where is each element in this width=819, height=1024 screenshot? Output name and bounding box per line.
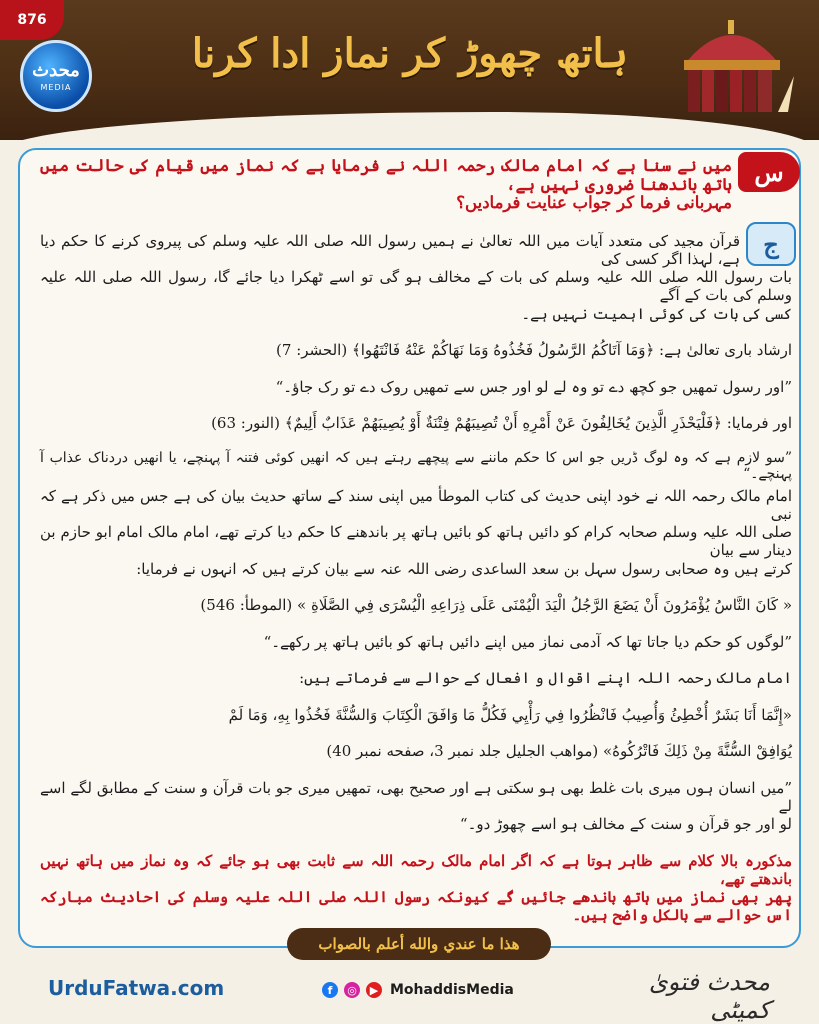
answer-line: بات رسول اللہ صلی اللہ علیہ وسلم کی بات کے مخالف ہو گی تو اسے ٹھکرا دیا جائے گا، رسول اللہ صلی اللہ علیہ وسلم کی بات کے آگے: [40, 268, 792, 304]
fatwa-number-badge: 876: [0, 0, 64, 40]
answer-line: کسی کی بات کی کوئی اہمیت نہیں ہے۔: [521, 305, 792, 323]
logo-text: محدث: [32, 60, 80, 81]
mohaddis-media-logo: [20, 40, 92, 112]
arabic-quote: يُوَافِقْ السُّنَّةَ مِنْ ذَلِكَ فَاتْرُكُوهُ» (مواهب الجليل جلد نمبر 3، صفحه نمبر 40): [326, 742, 792, 760]
translation-line: ”اور رسول تمھیں جو کچھ دے تو وہ لے لو اور جس سے تمھیں روک دے تو رک جاؤ۔“: [275, 378, 792, 396]
translation-line: ”سو لازم ہے کہ وہ لوگ ڈریں جو اس کا حکم ماننے سے پیچھے رہتے ہیں کہ انھیں کوئی فتنہ آ پہنچے، یا انھیں دردناک عذاب آ پہنچے۔“: [40, 450, 792, 482]
translation-line: ”میں انسان ہوں میری بات غلط بھی ہو سکتی ہے اور صحیح بھی، تمھیں میری جو بات قرآن و سنت کے مطابق لگے اسے لے: [40, 779, 792, 815]
answer-line: امام مالک رحمہ اللہ نے خود اپنی حدیث کی کتاب الموطأ میں اپنی سند کے ساتھ حدیث بیان کی ہے جس میں ذکر ہے کہ نبی: [40, 487, 792, 523]
conclusion-line: پھر بھی نماز میں ہاتھ باندھے جائیں گے کیونکہ رسول اللہ صلی اللہ علیہ وسلم کی احادیث مبارکہ اس حوالے سے بالکل واضح ہیں۔: [40, 888, 792, 924]
closing-phrase-badge: هذا ما عندي والله أعلم بالصواب: [287, 928, 551, 960]
social-links: [322, 982, 514, 998]
header-banner: [0, 0, 819, 140]
quran-verse: اور فرمایا: ﴿فَلْيَحْذَرِ الَّذِينَ يُخَالِفُونَ عَنْ أَمْرِهِ أَنْ تُصِيبَهُمْ فِتْنَةٌ أَوْ يُصِيبَهُمْ عَذَابٌ أَلِيمٌ﴾ (النور: 63): [211, 414, 792, 432]
answer-line: قرآن مجید کی متعدد آیات میں اللہ تعالیٰ نے ہمیں رسول اللہ صلی اللہ علیہ وسلم کی پیروی کرنے کا حکم دیا ہے، لہذا اگر کسی کی: [40, 232, 740, 268]
hadith-text: « كَانَ النَّاسُ يُؤْمَرُونَ أَنْ يَضَعَ الرَّجُلُ الْيَدَ الْيُمْنَى عَلَى ذِرَاعِهِ الْيُسْرَى فِي الصَّلَاةِ » (الموطأ: 546): [200, 596, 792, 614]
signature: محدث فتویٰ کمیٹی: [648, 968, 770, 1024]
translation-line: لو اور جو قرآن و سنت کے مخالف ہو اسے چھوڑ دو۔“: [459, 815, 792, 833]
arabic-quote: «إِنَّمَا أَنَا بَشَرٌ أُخْطِئُ وَأُصِيبُ فَانْظُرُوا فِي رَأْيِي فَكُلُّ مَا وَافَقَ الْكِتَابَ وَالسُّنَّةَ فَخُذُوا بِهِ، وَمَا لَمْ: [228, 706, 792, 724]
answer-line: صلی اللہ علیہ وسلم صحابہ کرام کو دائیں ہاتھ کو بائیں ہاتھ پر باندھنے کا حکم دیا کرتے تھے، امام مالک امام ابو حازم بن دینار سے بیان: [40, 523, 792, 559]
answer-line: امام مالک رحمہ اللہ اپنے اقوال و افعال کے حوالے سے فرماتے ہیں:: [299, 669, 792, 687]
question-marker: س: [738, 152, 800, 192]
question-line: مہربانی فرما کر جواب عنایت فرمادیں؟: [456, 193, 732, 212]
translation-line: ”لوگوں کو حکم دیا جاتا تھا کہ آدمی نماز میں اپنے دائیں ہاتھ کو بائیں ہاتھ پر رکھے۔“: [263, 633, 792, 651]
social-handle[interactable]: MohaddisMedia: [390, 982, 514, 998]
youtube-icon[interactable]: ▶: [366, 982, 382, 998]
facebook-icon[interactable]: f: [322, 982, 338, 998]
instagram-icon[interactable]: ◎: [344, 982, 360, 998]
logo-subtext: MEDIA: [40, 83, 72, 92]
answer-marker: ج: [746, 222, 796, 266]
quran-verse: ارشاد باری تعالیٰ ہے: ﴿وَمَا آتَاكُمُ الرَّسُولُ فَخُذُوهُ وَمَا نَهَاكُمْ عَنْهُ فَانْتَهُوا﴾ (الحشر: 7): [276, 341, 792, 359]
question-line: میں نے سنا ہے کہ امام مالک رحمہ اللہ نے فرمایا ہے کہ نماز میں قیام کی حالت میں ہاتھ باندھنا ضروری نہیں ہے،: [40, 156, 732, 194]
conclusion-line: مذکورہ بالا کلام سے ظاہر ہوتا ہے کہ اگر امام مالک رحمہ اللہ سے ثابت بھی ہو جائے کہ وہ نماز میں ہاتھ نہیں باندھتے تھے،: [40, 852, 792, 888]
page-title: ہاتھ چھوڑ کر نماز ادا کرنا: [191, 30, 629, 77]
books-quill-icon: [668, 20, 796, 120]
website-link[interactable]: UrduFatwa.com: [48, 976, 225, 1000]
answer-line: کرتے ہیں وہ صحابی رسول سہل بن سعد الساعدی رضی اللہ عنہ سے بیان کرتے ہیں کہ انہوں نے فرمایا:: [136, 560, 792, 578]
